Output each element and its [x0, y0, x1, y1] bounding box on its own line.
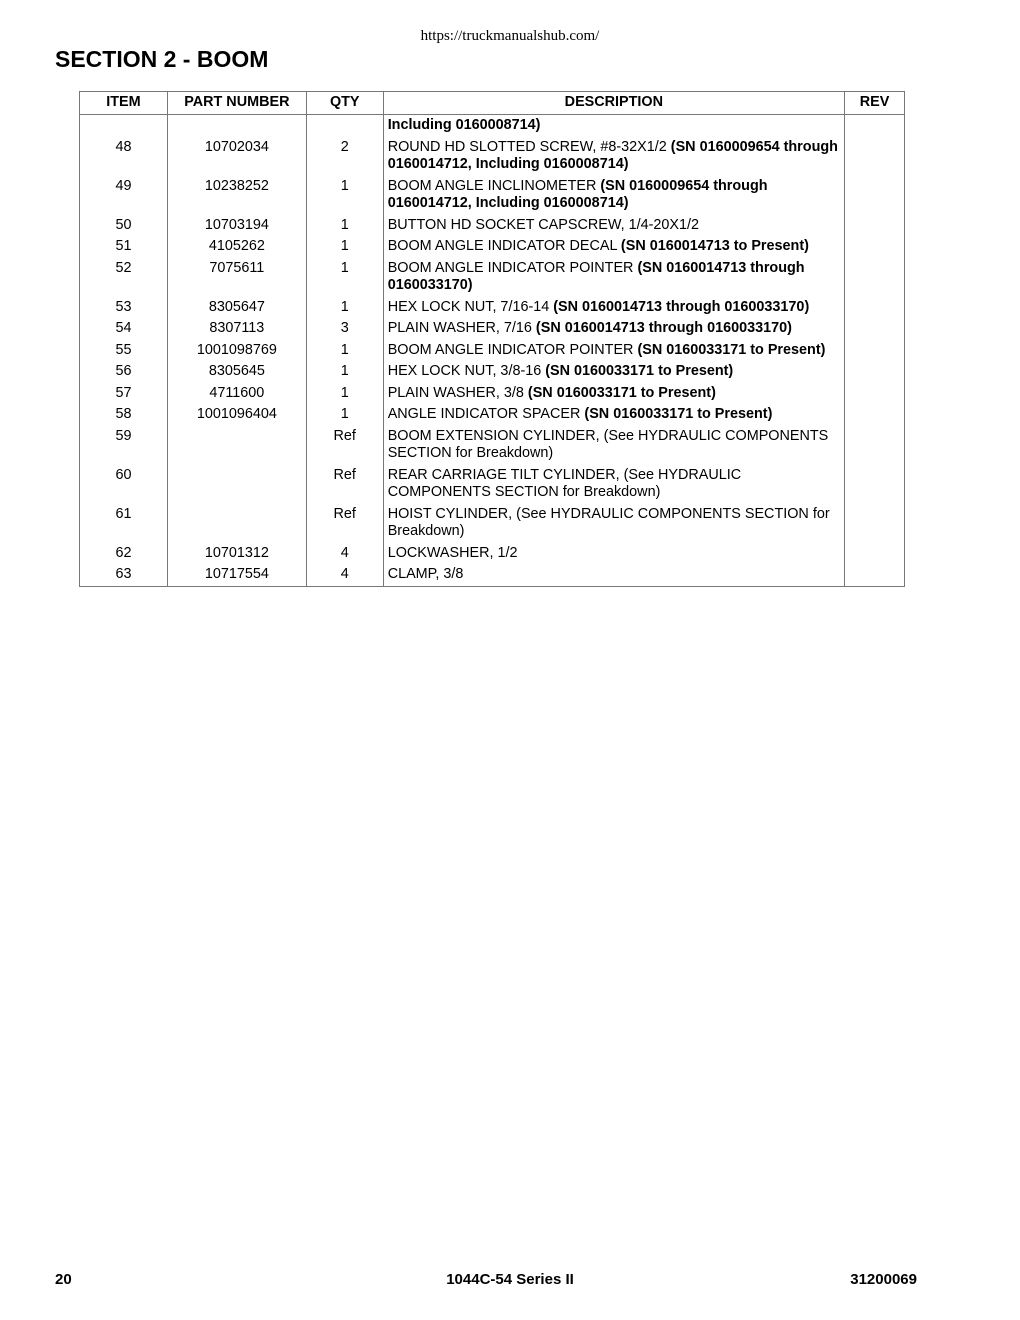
- item-cell: 61: [80, 504, 168, 543]
- description-text: PLAIN WASHER, 7/16: [387, 320, 536, 336]
- rev-cell: [845, 543, 905, 565]
- source-url: https://truckmanualshub.com/: [420, 28, 600, 44]
- table-row: [80, 504, 905, 543]
- description-cell: [383, 426, 844, 465]
- rev-cell: [845, 297, 905, 319]
- item-cell: 54: [80, 318, 168, 340]
- rev-cell: [845, 215, 905, 237]
- description-text: BUTTON HD SOCKET CAPSCREW, 1/4-20X1/2: [387, 216, 700, 233]
- item-cell: 55: [80, 340, 168, 362]
- description-text: PLAIN WASHER, 3/8: [387, 384, 528, 401]
- table-header-row: [80, 92, 905, 115]
- qty-cell: 1: [306, 215, 383, 237]
- rev-cell: [845, 115, 905, 137]
- rev-cell: [845, 383, 905, 405]
- table-row: [80, 258, 905, 297]
- description-cell: [383, 236, 844, 258]
- description-serial-range: (SN 0160014713 through 0160033170): [553, 298, 810, 315]
- description-serial-range: (SN 0160033171 to Present): [637, 341, 826, 358]
- rev-cell: [845, 504, 905, 543]
- description-cell: [383, 543, 844, 565]
- part-number-cell: 8305645: [167, 361, 306, 383]
- table-row: [80, 465, 905, 504]
- description-serial-range: (SN 0160009654 through 0160014712, Including 0160008714): [387, 177, 768, 211]
- item-cell: 50: [80, 215, 168, 237]
- section-title: SECTION 2 - BOOM: [55, 46, 269, 72]
- item-cell: 49: [80, 176, 168, 215]
- description-text: HEX LOCK NUT, 3/8-16: [387, 363, 546, 379]
- description-cell: [383, 176, 844, 215]
- rev-cell: [845, 318, 905, 340]
- qty-cell: 2: [306, 137, 383, 176]
- item-cell: 60: [80, 465, 168, 504]
- description-text: ANGLE INDICATOR SPACER: [387, 406, 585, 422]
- table-row: [80, 564, 905, 586]
- parts-table: [79, 91, 905, 587]
- description-text: REAR CARRIAGE TILT CYLINDER, (See HYDRAULIC COMPONENTS SECTION for Breakdown): [387, 466, 742, 500]
- description-text: BOOM ANGLE INDICATOR DECAL: [387, 238, 621, 254]
- table-row: [80, 361, 905, 383]
- item-cell: 56: [80, 361, 168, 383]
- item-cell: 57: [80, 383, 168, 405]
- rev-cell: [845, 564, 905, 586]
- description-cell: [383, 564, 844, 586]
- description-text: BOOM ANGLE INDICATOR POINTER: [387, 259, 638, 276]
- table-row: [80, 176, 905, 215]
- table-row: [80, 404, 905, 426]
- part-number-cell: 10702034: [167, 137, 306, 176]
- qty-cell: 1: [306, 383, 383, 405]
- part-number-cell: [167, 426, 306, 465]
- qty-cell: Ref: [306, 426, 383, 465]
- table-row: [80, 318, 905, 340]
- qty-cell: Ref: [306, 465, 383, 504]
- description-cell: [383, 137, 844, 176]
- description-serial-range: Including 0160008714): [387, 117, 541, 133]
- part-number-cell: 10701312: [167, 543, 306, 565]
- description-cell: [383, 297, 844, 319]
- part-number-cell: [167, 115, 306, 137]
- part-number-cell: 10703194: [167, 215, 306, 237]
- description-cell: [383, 465, 844, 504]
- part-number-cell: 1001098769: [167, 340, 306, 362]
- qty-cell: 1: [306, 236, 383, 258]
- description-text: BOOM ANGLE INDICATOR POINTER: [387, 341, 638, 358]
- description-serial-range: (SN 0160033171 to Present): [584, 406, 773, 422]
- qty-cell: 4: [306, 564, 383, 586]
- description-serial-range: (SN 0160033171 to Present): [545, 363, 734, 379]
- item-cell: 59: [80, 426, 168, 465]
- qty-cell: 1: [306, 176, 383, 215]
- rev-cell: [845, 404, 905, 426]
- rev-cell: [845, 465, 905, 504]
- description-cell: [383, 383, 844, 405]
- rev-cell: [845, 137, 905, 176]
- description-text: LOCKWASHER, 1/2: [387, 544, 518, 561]
- rev-cell: [845, 340, 905, 362]
- qty-cell: 4: [306, 543, 383, 565]
- item-cell: 48: [80, 137, 168, 176]
- description-serial-range: (SN 0160014713 to Present): [620, 238, 809, 254]
- qty-cell: 1: [306, 361, 383, 383]
- qty-cell: 1: [306, 340, 383, 362]
- item-cell: 58: [80, 404, 168, 426]
- table-row: [80, 426, 905, 465]
- table-row: [80, 115, 905, 137]
- table-row: [80, 215, 905, 237]
- footer-doc-number: 31200069: [850, 1271, 917, 1288]
- part-number-cell: [167, 504, 306, 543]
- part-number-cell: 10717554: [167, 564, 306, 586]
- column-header-part-number: PART NUMBER: [167, 92, 306, 115]
- column-header-description: DESCRIPTION: [383, 92, 844, 115]
- rev-cell: [845, 258, 905, 297]
- qty-cell: [306, 115, 383, 137]
- item-cell: [80, 115, 168, 137]
- description-serial-range: (SN 0160014713 through 0160033170): [535, 320, 792, 336]
- table-row: [80, 137, 905, 176]
- description-text: ROUND HD SLOTTED SCREW, #8-32X1/2: [387, 138, 671, 155]
- part-number-cell: 1001096404: [167, 404, 306, 426]
- qty-cell: 3: [306, 318, 383, 340]
- footer-page-number: 20: [55, 1271, 72, 1288]
- rev-cell: [845, 361, 905, 383]
- rev-cell: [845, 426, 905, 465]
- item-cell: 53: [80, 297, 168, 319]
- qty-cell: 1: [306, 258, 383, 297]
- description-cell: [383, 340, 844, 362]
- column-header-item: ITEM: [80, 92, 168, 115]
- table-row: [80, 543, 905, 565]
- table-row: [80, 236, 905, 258]
- item-cell: 62: [80, 543, 168, 565]
- description-text: CLAMP, 3/8: [387, 566, 464, 582]
- column-header-qty: QTY: [306, 92, 383, 115]
- description-text: HOIST CYLINDER, (See HYDRAULIC COMPONENTS SECTION for Breakdown): [387, 505, 830, 539]
- part-number-cell: [167, 465, 306, 504]
- description-text: BOOM ANGLE INCLINOMETER: [387, 177, 601, 194]
- column-header-rev: REV: [845, 92, 905, 115]
- table-row: [80, 383, 905, 405]
- footer-model: 1044C-54 Series II: [446, 1271, 574, 1288]
- part-number-cell: 8305647: [167, 297, 306, 319]
- part-number-cell: 8307113: [167, 318, 306, 340]
- table-row: [80, 297, 905, 319]
- qty-cell: Ref: [306, 504, 383, 543]
- description-cell: [383, 404, 844, 426]
- qty-cell: 1: [306, 404, 383, 426]
- description-text: BOOM EXTENSION CYLINDER, (See HYDRAULIC COMPONENTS SECTION for Breakdown): [387, 427, 829, 461]
- qty-cell: 1: [306, 297, 383, 319]
- description-cell: [383, 258, 844, 297]
- description-cell: [383, 215, 844, 237]
- description-cell: [383, 361, 844, 383]
- description-serial-range: (SN 0160014713 through 0160033170): [387, 259, 805, 293]
- item-cell: 63: [80, 564, 168, 586]
- description-cell: [383, 318, 844, 340]
- item-cell: 52: [80, 258, 168, 297]
- part-number-cell: 10238252: [167, 176, 306, 215]
- table-row: [80, 340, 905, 362]
- description-text: HEX LOCK NUT, 7/16-14: [387, 298, 554, 315]
- part-number-cell: 4105262: [167, 236, 306, 258]
- rev-cell: [845, 176, 905, 215]
- item-cell: 51: [80, 236, 168, 258]
- description-serial-range: (SN 0160033171 to Present): [527, 384, 716, 401]
- description-serial-range: (SN 0160009654 through 0160014712, Including 0160008714): [387, 138, 838, 172]
- rev-cell: [845, 236, 905, 258]
- description-cell: [383, 504, 844, 543]
- part-number-cell: 7075611: [167, 258, 306, 297]
- part-number-cell: 4711600: [167, 383, 306, 405]
- description-cell: [383, 115, 844, 137]
